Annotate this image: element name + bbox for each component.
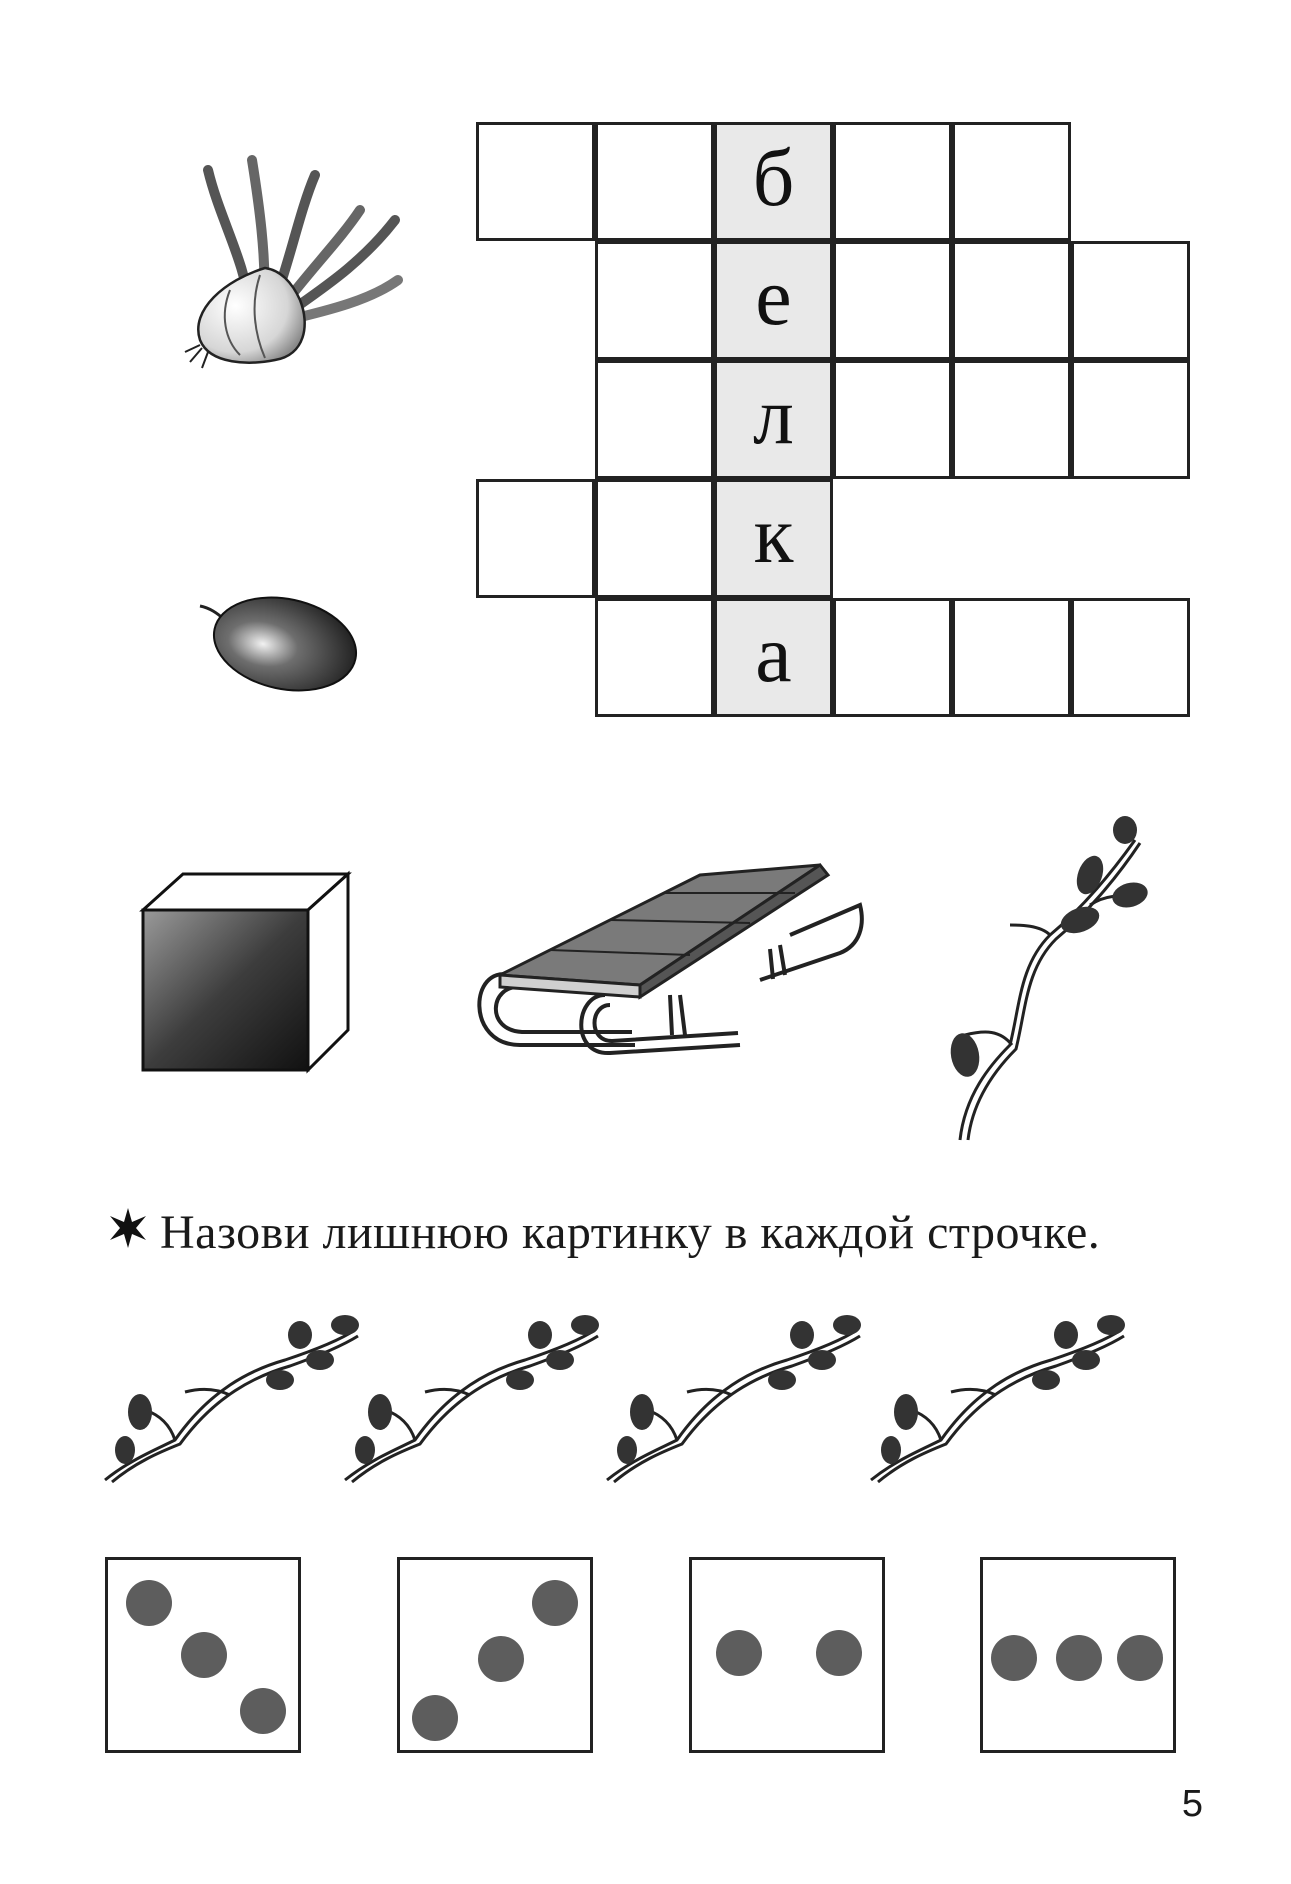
crossword-cell[interactable]	[595, 241, 714, 360]
crossword-cell[interactable]	[1071, 241, 1190, 360]
branch-icon	[340, 1310, 600, 1485]
dot	[478, 1636, 524, 1682]
crossword-cell[interactable]	[595, 479, 714, 598]
crossword-cell[interactable]	[952, 241, 1071, 360]
branch-icon	[866, 1310, 1126, 1485]
crossword-cell[interactable]	[833, 122, 952, 241]
dot	[532, 1580, 578, 1626]
branch-icon	[100, 1310, 360, 1485]
crossword-letter: б	[752, 131, 795, 223]
sled-icon	[460, 845, 870, 1060]
dots-card[interactable]	[689, 1557, 885, 1753]
dots-card[interactable]	[105, 1557, 301, 1753]
dot	[181, 1632, 227, 1678]
dot	[412, 1695, 458, 1741]
crossword-cell[interactable]	[833, 598, 952, 717]
crossword-cell[interactable]	[833, 360, 952, 479]
plum-icon	[195, 588, 365, 698]
crossword-letter: л	[753, 369, 794, 461]
crossword-cell[interactable]	[1071, 360, 1190, 479]
page-number: 5	[1181, 1783, 1203, 1825]
crossword-cell[interactable]	[595, 360, 714, 479]
dot	[991, 1635, 1037, 1681]
crossword-letter: к	[753, 488, 794, 580]
dots-card[interactable]	[980, 1557, 1176, 1753]
dot	[816, 1630, 862, 1676]
crossword-letter: е	[755, 250, 792, 342]
crossword-cell[interactable]	[476, 122, 595, 241]
crossword-cell[interactable]	[595, 598, 714, 717]
crossword-cell[interactable]	[833, 241, 952, 360]
crossword-cell[interactable]	[595, 122, 714, 241]
branch-icon	[602, 1310, 862, 1485]
dot	[240, 1688, 286, 1734]
branch-icon	[940, 815, 1150, 1145]
dot	[1056, 1635, 1102, 1681]
crossword-cell[interactable]	[1071, 598, 1190, 717]
dot	[716, 1630, 762, 1676]
crossword-cell[interactable]	[952, 598, 1071, 717]
crossword-letter: а	[755, 607, 792, 699]
dot	[1117, 1635, 1163, 1681]
dot	[126, 1580, 172, 1626]
instruction-text: Назови лишнюю картинку в каждой строчке.	[160, 1206, 1101, 1259]
crossword-cell[interactable]	[476, 479, 595, 598]
cube-icon	[138, 870, 353, 1075]
dots-card[interactable]	[397, 1557, 593, 1753]
crossword-cell[interactable]	[952, 122, 1071, 241]
crossword-cell[interactable]	[952, 360, 1071, 479]
onion-icon	[180, 150, 410, 370]
